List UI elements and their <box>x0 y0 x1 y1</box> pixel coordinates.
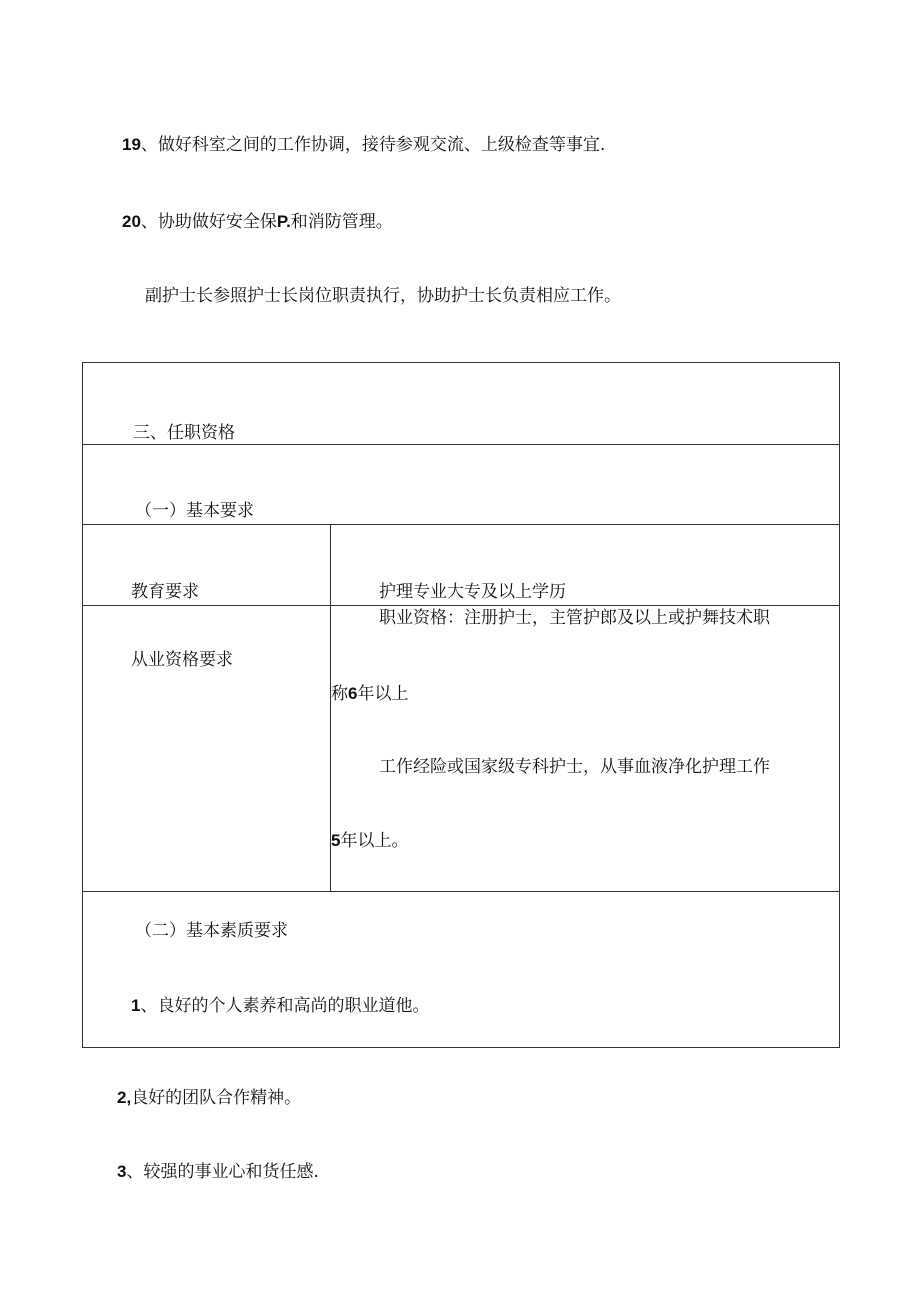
item-text: 、做好科室之间的工作协调，接待参观交流、上级检查等事宜. <box>140 135 606 155</box>
quality-item-1 <box>131 994 429 1018</box>
qualification-line-1: 职业资格：注册护士，主管护郎及以上或护舞技术职 <box>379 608 770 628</box>
quality-requirements-title: （二）基本素质要求 <box>135 921 288 941</box>
quality-item-2 <box>117 1086 301 1110</box>
row-divider <box>83 524 839 525</box>
item-number: 20 <box>122 212 141 231</box>
deputy-note: 副护士长参照护士长岗位职责执行，协助护士长负责相应工作。 <box>145 286 621 306</box>
item-text: 、协助做好安全保 <box>140 212 277 232</box>
quality-item-3 <box>117 1160 319 1184</box>
years-number: 6 <box>348 684 358 703</box>
qualification-table <box>82 362 840 1048</box>
qualification-line-4-suffix: 年以上。 <box>340 831 409 851</box>
item-number: 3 <box>117 1162 127 1181</box>
item-bold-fragment: P. <box>276 212 291 231</box>
item-number: 19 <box>122 135 141 154</box>
item-text: 、良好的个人素养和高尚的职业道他。 <box>140 996 430 1016</box>
item-number: 1 <box>131 996 141 1015</box>
education-value: 护理专业大专及以上学历 <box>379 582 566 602</box>
qualification-line-2-suffix: 年以上 <box>357 684 409 704</box>
item-text: 良好的团队合作精神。 <box>131 1088 302 1108</box>
basic-requirements-title: （一）基本要求 <box>135 501 254 521</box>
qualification-line-3: 工作经险或国家级专科护士，从事血液净化护理工作 <box>379 757 770 777</box>
qualification-line-2-prefix: 称 <box>331 684 348 704</box>
education-label: 教育要求 <box>131 582 199 602</box>
qualification-line-2 <box>331 682 408 706</box>
item-number: 2, <box>117 1088 132 1107</box>
years-number: 5 <box>331 831 341 850</box>
item-19 <box>122 133 605 157</box>
section-title: 三、任职资格 <box>133 423 235 443</box>
item-text-continued: 和消防管理。 <box>290 212 393 232</box>
item-text: 、较强的事业心和货任感. <box>126 1162 319 1182</box>
item-20 <box>122 210 393 234</box>
qualification-line-4 <box>331 829 408 853</box>
qualification-label: 从业资格要求 <box>131 650 233 670</box>
row-divider <box>83 891 839 892</box>
